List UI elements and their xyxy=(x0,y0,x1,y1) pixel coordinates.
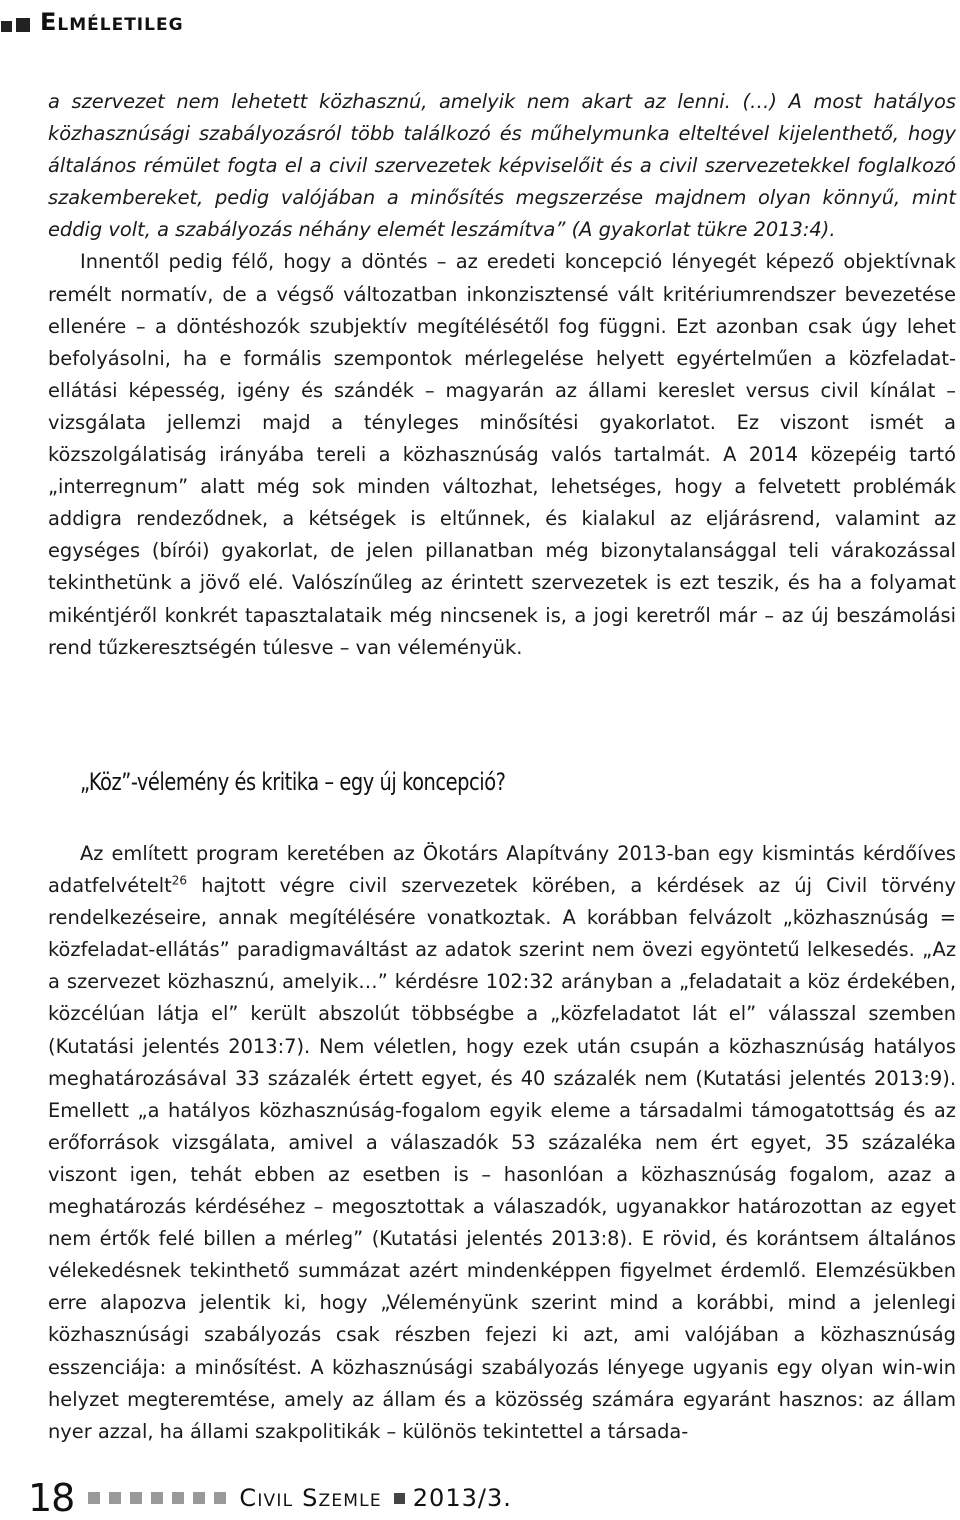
page-number: 18 xyxy=(28,1476,75,1520)
square-bullet-icon xyxy=(214,1492,226,1504)
square-bullet-icon xyxy=(16,18,30,32)
page-footer xyxy=(28,1476,512,1520)
square-bullet-icon xyxy=(151,1492,163,1504)
issue-number: 2013/3. xyxy=(412,1484,512,1512)
paragraph-start: Az említett program keretében az Ökotárs Alapítvány 2013-ban egy kismintás kérdőíves adatfelvételt xyxy=(48,842,956,898)
journal-name: Civil Szemle xyxy=(239,1484,382,1512)
square-bullet-icon xyxy=(109,1492,121,1504)
page-header xyxy=(0,2,184,42)
section-heading: „Köz”-vélemény és kritika – egy új koncepció? xyxy=(80,768,506,796)
square-bullet-icon xyxy=(88,1492,100,1504)
square-bullet-icon xyxy=(394,1493,405,1504)
section-paragraph xyxy=(48,838,956,1448)
header-squares-decoration xyxy=(1,12,40,32)
footnote-ref[interactable]: 26 xyxy=(171,873,188,888)
square-bullet-icon xyxy=(172,1492,184,1504)
square-bullet-icon xyxy=(1,21,12,32)
square-bullet-icon xyxy=(130,1492,142,1504)
square-bullet-icon xyxy=(193,1492,205,1504)
paragraph-rest: hajtott végre civil szervezetek körében, a kérdések az új Civil törvény rendelkezéseire, annak megítélésére vonatkoztak. A korábban felvázolt „közhasznúság = közfeladat-ellátás” paradigmaváltást az adatok szerint nem övezi egyöntetű lelkesedés. „Az a szervezet közhasznú, amelyik…” kérdésre 102:32 arányban a „feladatait a köz érdekében, közcélúan látja el” került abszolút többségbe a „közfeladatot lát el” válasszal szemben (Kutatási jelentés 2013:7). Nem véletlen, hogy ezek után csupán a közhasznúság hatályos meghatározásával 33 százalék értett egyet, és 40 százalék nem (Kutatási jelentés 2013:9). Emellett „a hatályos közhasznúság-fogalom egyik eleme a társadalmi támogatottság és az erőforrások vizsgálata, amivel a válaszadók 53 százaléka nem ért egyet, 35 százaléka viszont igen, tehát ebben az esetben is – hasonlóan a közhasznúság fogalom, azaz a meghatározás kérdéséhez – megosztottak a válaszadók, ugyanakkor határozottan az egyet nem értők felé billen a mérleg” (Kutatási jelentés 2013:8). E rövid, és korántsem általános vélekedésnek tekinthető summázat azért mindenképpen figyelmet érdemlő. Elemzésükben erre alapozva jelentik ki, hogy „Véleményünk szerint mind a korábbi, mind a jelenlegi közhasznúsági szabályozás csak részben fejezi ki azt, ami valójában a közhasznúság esszenciája: a minősítést. A közhasznúsági szabályozás lényege ugyanis egy olyan win-win helyzet megteremtése, amely az állam és a közösség számára egyaránt hasznos: az állam nyer azzal, ha állami szakpolitikák – különös tekintettel a társada- xyxy=(48,874,956,1443)
paragraph: Innentől pedig félő, hogy a döntés – az eredeti koncepció lényegét képező objektívnak remélt normatív, de a végső változatban inkonzisztensé vált kritériumrendszer bevezetése ellenére – a döntéshozók szubjektív megítélésétől fog függni. Ezt azonban csak úgy lehet befolyásolni, ha e formális szempontok mérlegelése helyett egyértelműen a közfeladat-ellátási képesség, igény és szándék – magyarán az állami kereslet versus civil kínálat – vizsgálata jellemzi majd a tényleges minősítési gyakorlatot. Ez viszont ismét a közszolgálatiság irányába tereli a közhasznúság valós tartalmát. A 2014 közepéig tartó „interregnum” alatt még sok minden változhat, lehetséges, hogy a felvetett problémák addigra rendeződnek, a kétségek is eltűnnek, és kialakul az eljárásrend, valamint az egységes (bírói) gyakorlat, de jelen pillanatban még bizonytalansággal teli várakozással tekinthetünk a jövő elé. Valószínűleg az érintett szervezetek is ezt teszik, és ha a folyamat mikéntjéről konkrét tapasztalataik még nincsenek is, a jogi keretről már – az új beszámolási rend tűzkeresztségén túlesve – van véleményük. xyxy=(48,250,956,659)
section-text xyxy=(48,838,956,1448)
main-text xyxy=(48,86,956,664)
paragraph-quote: a szervezet nem lehetett közhasznú, amelyik nem akart az lenni. (…) A most hatályos közhasznúsági szabályozásról több találkozó és műhelymunka elteltével kijelenthető, hogy általános rémület fogta el a civil szervezetek képviselőit és a civil szervezetekkel foglalkozó szakembereket, pedig valójában a minősítés megszerzése majdnem olyan könnyű, mint eddig volt, a szabályozás néhány elemét leszámítva” (A gyakorlat tükre 2013:4). xyxy=(48,90,956,242)
footer-squares-decoration xyxy=(88,1492,235,1504)
section-title: Elméletileg xyxy=(40,8,184,36)
